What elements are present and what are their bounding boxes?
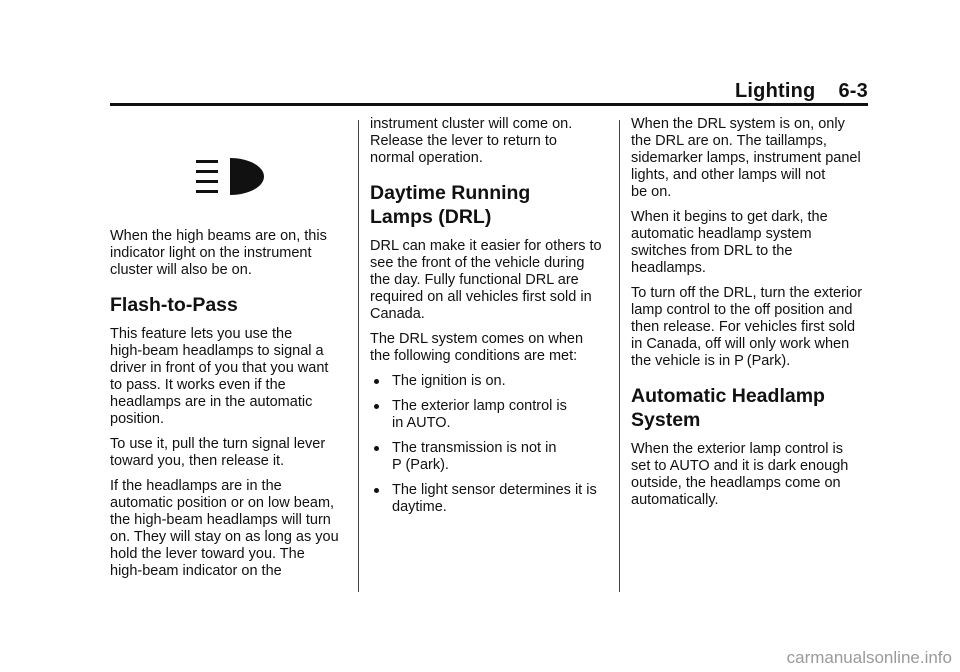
- paragraph: When the DRL system is on, only the DRL are on. The taillamps, sidemarker lamps, instrument panel lights, and other lamps will not be on.: [631, 116, 861, 200]
- page-header-title: Lighting 6-3: [735, 80, 868, 102]
- list-item: [370, 440, 610, 474]
- bullet-icon: [374, 488, 379, 493]
- paragraph: DRL can make it easier for others to see the front of the vehicle during the day. Fully functional DRL are required on all vehicles first sold in Canada.: [370, 238, 602, 322]
- section-heading-automatic-headlamp: Automatic Headlamp System: [631, 385, 825, 431]
- list-item-text: The exterior lamp control is in AUTO.: [392, 398, 567, 431]
- bullet-icon: [374, 404, 379, 409]
- column-divider-2: [619, 120, 620, 592]
- paragraph: The DRL system comes on when the following conditions are met:: [370, 331, 584, 364]
- column-divider-1: [358, 120, 359, 592]
- high-beam-indicator-icon: [196, 156, 266, 200]
- column-2: [370, 116, 610, 524]
- bullet-icon: [374, 379, 379, 384]
- paragraph: To use it, pull the turn signal lever toward you, then release it.: [110, 436, 326, 469]
- bullet-icon: [374, 446, 379, 451]
- column-1: [110, 130, 350, 588]
- paragraph: When it begins to get dark, the automatic headlamp system switches from DRL to the headlamps.: [631, 209, 828, 276]
- list-item: [370, 398, 610, 432]
- list-item-text: The ignition is on.: [392, 373, 506, 389]
- list-item-text: The transmission is not in P (Park).: [392, 440, 557, 473]
- icon-area: [110, 130, 350, 228]
- paragraph: This feature lets you use the high-beam headlamps to signal a driver in front of you that you want to pass. It works even if the headlamps are in the automatic position.: [110, 326, 329, 427]
- paragraph: When the exterior lamp control is set to AUTO and it is dark enough outside, the headlamps come on automatically.: [631, 441, 849, 508]
- list-item: [370, 373, 610, 390]
- paragraph: To turn off the DRL, turn the exterior lamp control to the off position and then release. For vehicles first sold in Canada, off will only work when the vehicle is in P (Park).: [631, 285, 863, 369]
- section-heading-drl: Daytime Running Lamps (DRL): [370, 182, 531, 228]
- paragraph: When the high beams are on, this indicator light on the instrument cluster will also be on.: [110, 228, 327, 278]
- column-3: [631, 116, 871, 517]
- drl-conditions-list: [370, 373, 610, 516]
- list-item-text: The light sensor determines it is daytime.: [392, 482, 597, 515]
- paragraph: instrument cluster will come on. Release the lever to return to normal operation.: [370, 116, 573, 166]
- header-rule: [110, 103, 868, 106]
- paragraph: If the headlamps are in the automatic position or on low beam, the high-beam headlamps will turn on. They will stay on as long as you hold the lever toward you. The high-beam indicator on the: [110, 478, 339, 579]
- watermark: carmanualsonline.info: [786, 648, 952, 667]
- section-heading-flash-to-pass: Flash-to-Pass: [110, 294, 238, 316]
- list-item: [370, 482, 610, 516]
